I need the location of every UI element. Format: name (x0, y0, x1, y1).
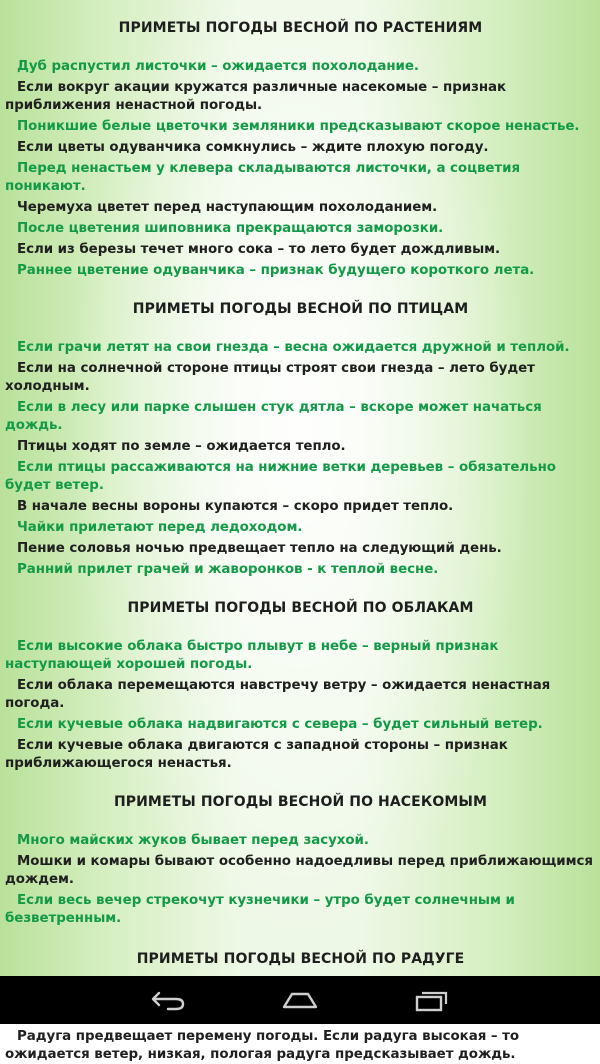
recents-button[interactable] (401, 980, 463, 1020)
list-item: Если вокруг акации кружатся различные насекомые – признак приближения ненастной погоды. (5, 80, 507, 113)
list-item: Дуб распустил листочки – ожидается похолодание. (17, 59, 419, 74)
list-item: Птицы ходят по земле – ожидается тепло. (17, 439, 346, 454)
list-item: Перед ненастьем у клевера складываются листочки, а соцветия поникают. (5, 161, 521, 194)
list-item: Если птицы рассаживаются на нижние ветки деревьев – обязательно будет ветер. (5, 460, 556, 493)
list-item: Раннее цветение одуванчика – признак будущего короткого лета. (17, 263, 535, 278)
home-icon (280, 989, 320, 1011)
section-insects (5, 776, 596, 928)
section-title: ПРИМЕТЫ ПОГОДЫ ВЕСНОЙ ПО РАДУГЕ (136, 951, 465, 967)
list-item: Если облака перемещаются навстречу ветру – ожидается ненастная погода. (5, 678, 551, 711)
list-item: Чайки прилетают перед ледоходом. (17, 520, 303, 535)
list-item: Если на солнечной стороне птицы строят свои гнезда – лето будет холодным. (5, 361, 535, 394)
list-item: Черемуха цветет перед наступающим похолоданием. (17, 200, 438, 215)
list-item: В начале весны вороны купаются – скоро придет тепло. (17, 499, 454, 514)
recents-icon (414, 988, 450, 1012)
section-birds (5, 283, 596, 579)
section-title: ПРИМЕТЫ ПОГОДЫ ВЕСНОЙ ПО ПТИЦАМ (132, 301, 469, 317)
list-item: Поникшие белые цветочки земляники предсказывают скорое ненастье. (17, 119, 580, 134)
list-item: Если цветы одуванчика сомкнулись – ждите плохую погоду. (17, 140, 489, 155)
home-button[interactable] (269, 980, 331, 1020)
list-item: Если в лесу или парке слышен стук дятла – вскоре может начаться дождь. (5, 400, 542, 433)
list-item: Если грачи летят на свои гнезда – весна ожидается дружной и теплой. (17, 340, 570, 355)
list-item: Мошки и комары бывают особенно надоедливы перед приближающимся дождем. (5, 854, 593, 887)
list-item: Если кучевые облака двигаются с западной стороны – признак приближающегося ненастья. (5, 738, 508, 771)
list-item: Много майских жуков бывает перед засухой. (17, 833, 369, 848)
list-item: После цветения шиповника прекращаются заморозки. (17, 221, 444, 236)
section-title: ПРИМЕТЫ ПОГОДЫ ВЕСНОЙ ПО РАСТЕНИЯМ (118, 20, 483, 36)
list-item: Если весь вечер стрекочут кузнечики – утро будет солнечным и безветренным. (5, 893, 515, 926)
list-item: Ранний прилет грачей и жаворонков - к теплой весне. (17, 562, 439, 577)
system-navigation-bar (0, 976, 600, 1024)
list-item: Если кучевые облака надвигаются с севера – будет сильный ветер. (17, 717, 543, 732)
list-item: Если высокие облака быстро плывут в небе – верный признак наступающей хорошей погоды. (5, 639, 499, 672)
section-clouds (5, 582, 596, 773)
section-title: ПРИМЕТЫ ПОГОДЫ ВЕСНОЙ ПО ОБЛАКАМ (127, 600, 474, 616)
back-button[interactable] (137, 980, 199, 1020)
list-item: Если из березы течет много сока – то лето будет дождливым. (17, 242, 501, 257)
list-item: Радуга предвещает перемену погоды. Если радуга высокая – то ожидается ветер, низкая, пологая радуга предсказывает дождь. (5, 1029, 519, 1062)
section-plants (5, 0, 596, 280)
back-icon (150, 989, 186, 1011)
section-title: ПРИМЕТЫ ПОГОДЫ ВЕСНОЙ ПО НАСЕКОМЫМ (113, 794, 488, 810)
list-item: Пение соловья ночью предвещает тепло на следующий день. (17, 541, 502, 556)
